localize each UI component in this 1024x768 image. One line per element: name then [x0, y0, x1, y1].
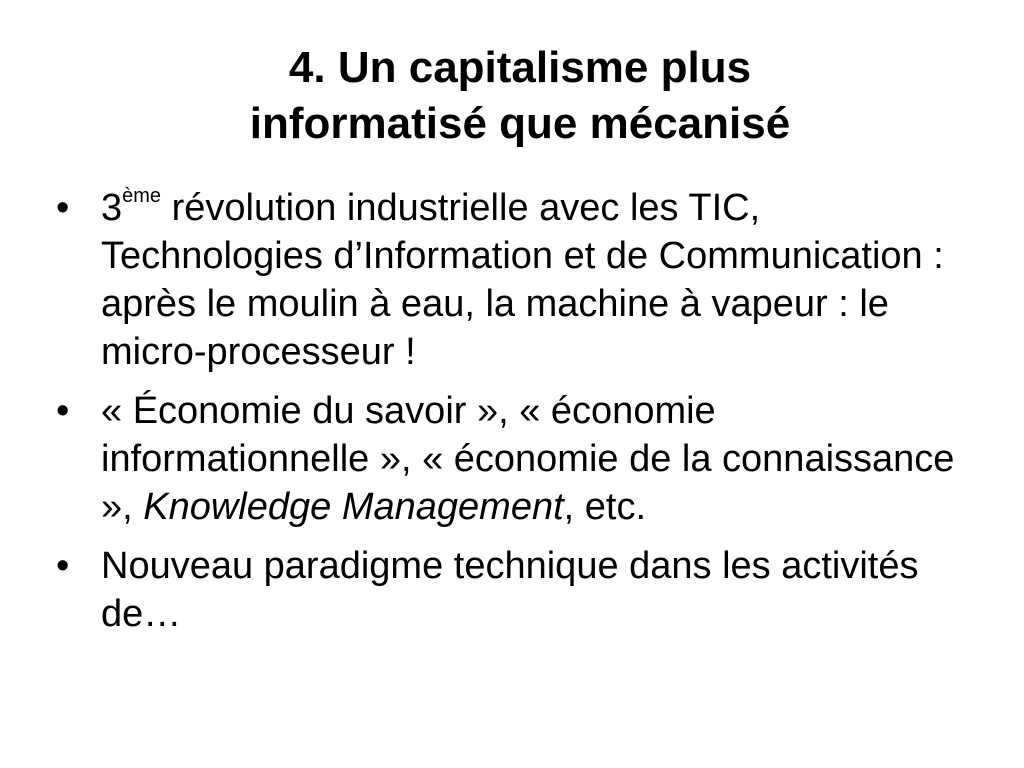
bullet-1-text: révolution industrielle avec les TIC, Technologies d’Information et de Communication : après le moulin à eau, la machine à vapeur : le micro-processeur ! — [101, 187, 944, 373]
bullet-2-italic: Knowledge Management — [143, 486, 564, 528]
bullet-dot: • — [56, 187, 70, 229]
bullet-dot: • — [56, 545, 70, 587]
bullet-1-number: 3 — [101, 187, 123, 229]
title-line-1: 4. Un capitalisme plus — [288, 43, 752, 92]
bullet-dot: • — [56, 390, 70, 432]
title-line-2: informatisé que mécanisé — [249, 99, 791, 148]
bullet-item-3 — [56, 542, 976, 638]
bullet-list — [56, 184, 976, 649]
slide-title — [60, 40, 980, 152]
bullet-item-1 — [56, 184, 976, 376]
bullet-3-text: Nouveau paradigme technique dans les activités de… — [101, 545, 919, 635]
bullet-item-2 — [56, 387, 976, 531]
bullet-2-text-after: , etc. — [563, 486, 647, 528]
bullet-1-superscript: ème — [122, 185, 162, 208]
bullet-2-text: « Économie du savoir », « économie informationnelle », « économie de la connaissance », — [101, 390, 955, 528]
